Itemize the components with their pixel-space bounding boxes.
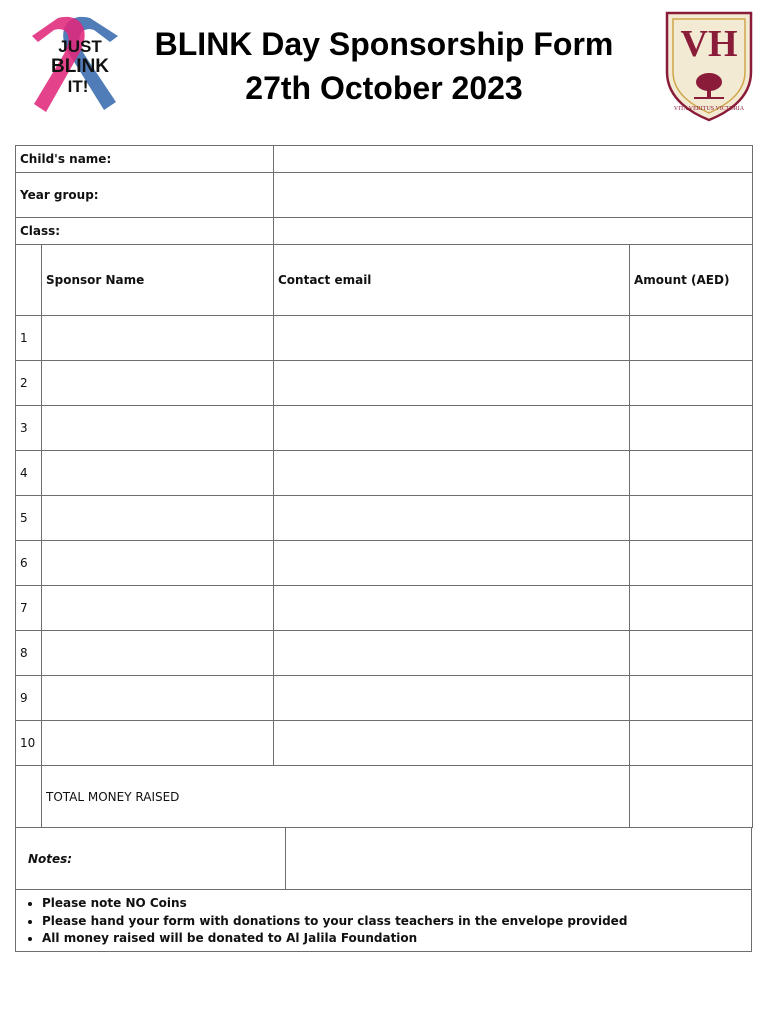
row-number: 9 (16, 676, 42, 721)
contact-email-field[interactable] (274, 586, 630, 631)
notes-field[interactable] (286, 828, 752, 890)
class-field[interactable] (274, 218, 753, 245)
sponsor-name-field[interactable] (42, 451, 274, 496)
row-number: 7 (16, 586, 42, 631)
year-group-label: Year group: (16, 173, 274, 218)
sponsor-row (16, 676, 753, 721)
notes-label: Notes: (16, 828, 286, 890)
sponsor-name-field[interactable] (42, 496, 274, 541)
row-number: 1 (16, 316, 42, 361)
contact-email-field[interactable] (274, 451, 630, 496)
sponsor-name-field[interactable] (42, 676, 274, 721)
row-number-header (16, 245, 42, 316)
contact-email-field[interactable] (274, 676, 630, 721)
year-group-field[interactable] (274, 173, 753, 218)
instruction-item: • Please hand your form with donations to your class teachers in the envelope provided (42, 913, 751, 931)
amount-field[interactable] (630, 406, 753, 451)
row-number: 8 (16, 631, 42, 676)
instruction-item: • All money raised will be donated to Al Jalila Foundation (42, 930, 751, 948)
sponsor-name-field[interactable] (42, 361, 274, 406)
sponsor-row (16, 541, 753, 586)
logo-text-just: JUST (58, 37, 102, 56)
sponsor-name-field[interactable] (42, 631, 274, 676)
logo-text-it: IT! (67, 77, 89, 96)
sponsor-row (16, 451, 753, 496)
row-number: 2 (16, 361, 42, 406)
title-line-2: 27th October 2023 (245, 70, 523, 106)
sponsor-row (16, 361, 753, 406)
contact-email-field[interactable] (274, 406, 630, 451)
sponsor-row (16, 631, 753, 676)
class-label: Class: (16, 218, 274, 245)
instruction-item: • Please note NO Coins (42, 895, 751, 913)
logo-text-blink: BLINK (50, 56, 110, 77)
contact-email-header: Contact email (274, 245, 630, 316)
sponsor-row (16, 496, 753, 541)
child-name-label: Child's name: (16, 146, 274, 173)
page-title (120, 22, 648, 110)
sponsor-row (16, 586, 753, 631)
contact-email-field[interactable] (274, 631, 630, 676)
total-money-raised-label: TOTAL MONEY RAISED (42, 766, 630, 828)
sponsor-row (16, 406, 753, 451)
contact-email-field[interactable] (274, 721, 630, 766)
total-money-raised-field[interactable] (630, 766, 753, 828)
title-line-1: BLINK Day Sponsorship Form (154, 26, 614, 62)
sponsor-name-field[interactable] (42, 541, 274, 586)
sponsor-name-field[interactable] (42, 316, 274, 361)
instructions-box (15, 889, 752, 952)
total-spacer (16, 766, 42, 828)
child-name-field[interactable] (274, 146, 753, 173)
amount-field[interactable] (630, 361, 753, 406)
amount-field[interactable] (630, 451, 753, 496)
sponsor-name-field[interactable] (42, 721, 274, 766)
row-number: 6 (16, 541, 42, 586)
instructions-list (16, 895, 751, 948)
row-number: 4 (16, 451, 42, 496)
amount-header: Amount (AED) (630, 245, 753, 316)
row-number: 3 (16, 406, 42, 451)
sponsor-row (16, 721, 753, 766)
amount-field[interactable] (630, 316, 753, 361)
crest-motto: VITA VERITUS VICTORIA (673, 106, 745, 112)
amount-field[interactable] (630, 586, 753, 631)
contact-email-field[interactable] (274, 541, 630, 586)
sponsor-row (16, 316, 753, 361)
row-number: 10 (16, 721, 42, 766)
sponsor-name-field[interactable] (42, 406, 274, 451)
amount-field[interactable] (630, 721, 753, 766)
sponsor-name-field[interactable] (42, 586, 274, 631)
vh-crest-logo (664, 10, 754, 122)
contact-email-field[interactable] (274, 316, 630, 361)
contact-email-field[interactable] (274, 496, 630, 541)
contact-email-field[interactable] (274, 361, 630, 406)
sponsor-rows (16, 316, 753, 766)
just-blink-it-logo (28, 12, 126, 120)
amount-field[interactable] (630, 676, 753, 721)
amount-field[interactable] (630, 496, 753, 541)
notes-table (15, 827, 752, 890)
crest-letters: VH (680, 23, 738, 65)
sponsorship-table (15, 145, 753, 828)
amount-field[interactable] (630, 541, 753, 586)
sponsor-name-header: Sponsor Name (42, 245, 274, 316)
row-number: 5 (16, 496, 42, 541)
amount-field[interactable] (630, 631, 753, 676)
